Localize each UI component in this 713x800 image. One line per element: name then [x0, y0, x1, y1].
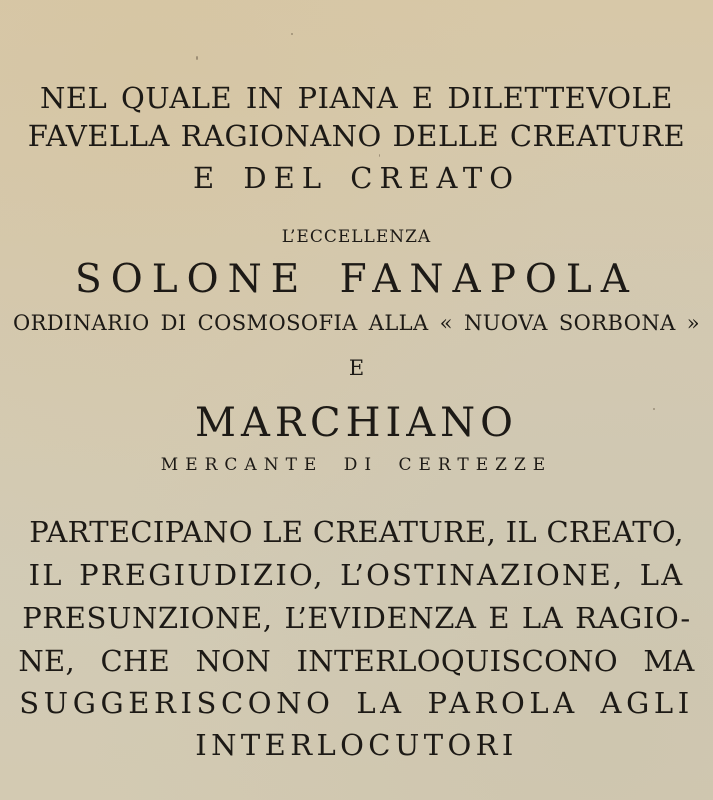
- speaker2-name: MARCHIANO: [195, 400, 518, 446]
- intro-line-3: E DEL CREATO: [193, 161, 520, 195]
- speaker1-honorific: L’ECCELLENZA: [281, 227, 432, 247]
- paper-speck: [379, 154, 380, 157]
- participants-line-5: SUGGERISCONO LA PAROLA AGLI: [19, 686, 694, 720]
- speaker2-role: MERCANTE DI CERTEZZE: [160, 455, 553, 475]
- intro-line-2: FAVELLA RAGIONANO DELLE CREATURE: [27, 119, 686, 153]
- participants-line-2: IL PREGIUDIZIO, L’OSTINAZIONE, LA: [28, 558, 685, 592]
- paper-speck: [196, 56, 198, 60]
- participants-line-6: INTERLOCUTORI: [195, 728, 518, 762]
- conjunction: E: [348, 356, 365, 380]
- participants-line-1: PARTECIPANO LE CREATURE, IL CREATO,: [29, 515, 684, 549]
- paper-speck: [291, 33, 293, 35]
- paper-speck: [653, 408, 655, 410]
- speaker1-role: ORDINARIO DI COSMOSOFIA ALLA « NUOVA SORBONA »: [12, 311, 701, 335]
- intro-line-1: NEL QUALE IN PIANA E DILETTEVOLE: [40, 81, 673, 115]
- participants-line-3: PRESUNZIONE, L’EVIDENZA E LA RAGIO-: [22, 601, 691, 635]
- speaker1-name: SOLONE FANAPOLA: [75, 257, 638, 302]
- participants-line-4: NE, CHE NON INTERLOQUISCONO MA: [18, 644, 695, 678]
